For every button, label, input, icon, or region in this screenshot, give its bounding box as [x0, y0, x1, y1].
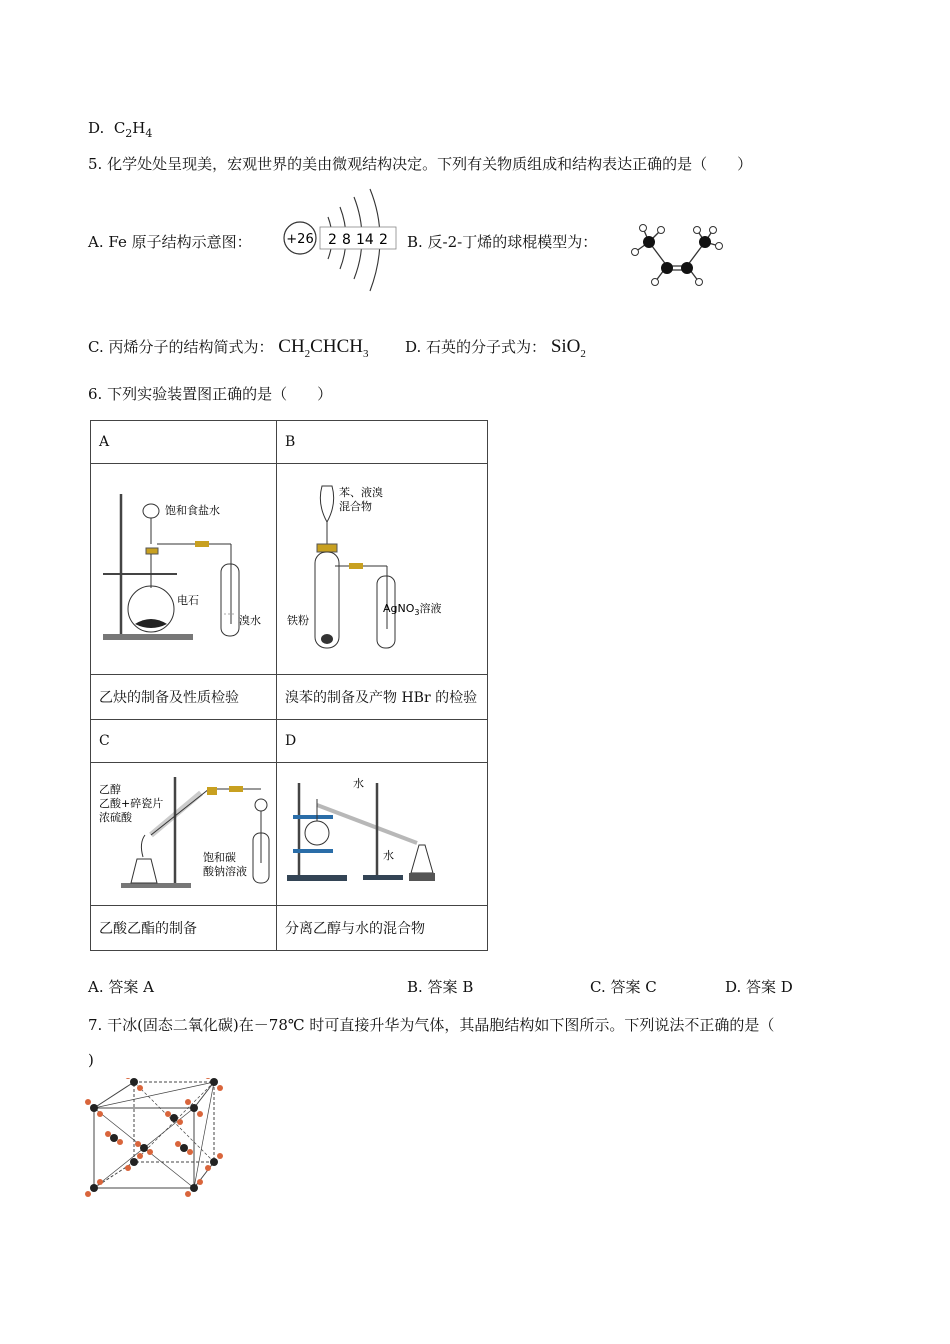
- acetylene-apparatus: [91, 464, 276, 670]
- q5-option-d: D. 石英的分子式为： SiO$_2$: [405, 336, 586, 360]
- label-acetic-acid-chips: 乙酸+碎瓷片: [99, 797, 164, 810]
- q6-stem: 6. 下列实验装置图正确的是（ ）: [88, 385, 333, 403]
- propene-formula: $CH_2CHCH_3$: [278, 336, 369, 360]
- cell-a-caption: 乙炔的制备及性质检验: [91, 675, 277, 720]
- cell-d-diagram: [277, 763, 488, 906]
- q5-option-b-label: B. 反-2-丁烯的球棍模型为：: [407, 233, 598, 251]
- label-saturated-brine: 饱和食盐水: [165, 504, 220, 517]
- label-benzene-bromine: 苯、液溴: [339, 486, 383, 499]
- label-iron-powder: 铁粉: [287, 614, 309, 627]
- q7-stem: 7. 干冰(固态二氧化碳)在－78℃ 时可直接升华为气体，其晶胞结构如下图所示。下列说法不正确的是（: [88, 1016, 775, 1034]
- ethyl-acetate-apparatus: [91, 763, 276, 901]
- fe-atom-structure-diagram: [278, 187, 403, 295]
- atom-shell-1: 2: [328, 232, 337, 248]
- cell-b-caption: 溴苯的制备及产物 HBr 的检验: [277, 675, 488, 720]
- q6-answer-c: C. 答案 C: [590, 978, 657, 996]
- cell-c-caption: 乙酸乙酯的制备: [91, 906, 277, 951]
- label-water-outlet: 水: [353, 777, 364, 790]
- q5-stem: 5. 化学处处呈现美，宏观世界的美由微观结构决定。下列有关物质组成和结构表达正确的是（ ）: [88, 155, 753, 173]
- q6-answer-d: D. 答案 D: [725, 978, 793, 996]
- cell-a-diagram: [91, 464, 277, 675]
- label-calcium-carbide: 电石: [177, 594, 199, 607]
- distillation-apparatus: [277, 763, 487, 901]
- label-conc-sulfuric: 浓硫酸: [99, 811, 132, 824]
- q6-answer-a: A. 答案 A: [88, 978, 154, 996]
- q7-stem-end: ): [88, 1051, 94, 1069]
- cell-b-diagram: [277, 464, 488, 675]
- q6-answer-b: B. 答案 B: [407, 978, 474, 996]
- label-water-inlet: 水: [383, 849, 394, 862]
- label-mixture: 混合物: [339, 500, 372, 513]
- dry-ice-crystal-cell-diagram: [84, 1078, 234, 1198]
- label-bromine-water: 溴水: [239, 614, 261, 627]
- q5-option-c: C. 丙烯分子的结构简式为： $CH_2CHCH_3$: [88, 336, 369, 360]
- label-sat-carbonate-2: 酸钠溶液: [203, 865, 247, 878]
- cell-c-header: C: [91, 720, 277, 763]
- cell-b-header: B: [277, 421, 488, 464]
- cell-c-diagram: [91, 763, 277, 906]
- label-sat-carbonate-1: 饱和碳: [203, 851, 236, 864]
- cell-d-header: D: [277, 720, 488, 763]
- q5-option-a-label: A. Fe 原子结构示意图：: [88, 233, 252, 251]
- atom-shell-3: 14: [356, 232, 374, 248]
- experiment-table: [90, 420, 488, 951]
- cell-d-caption: 分离乙醇与水的混合物: [277, 906, 488, 951]
- cell-a-header: A: [91, 421, 277, 464]
- atom-shell-4: 2: [379, 232, 388, 248]
- label-ethanol: 乙醇: [99, 783, 121, 796]
- bromobenzene-apparatus: [277, 464, 487, 670]
- quartz-formula: SiO$_2$: [550, 336, 586, 360]
- q4-option-d: D. $C_2H_4$: [88, 119, 153, 140]
- label-agno3-solution: AgNO$_3$溶液: [383, 602, 442, 617]
- atom-shell-2: 8: [342, 232, 351, 248]
- atom-nucleus-charge: +26: [286, 232, 314, 247]
- trans-2-butene-ball-stick-model: [627, 224, 727, 290]
